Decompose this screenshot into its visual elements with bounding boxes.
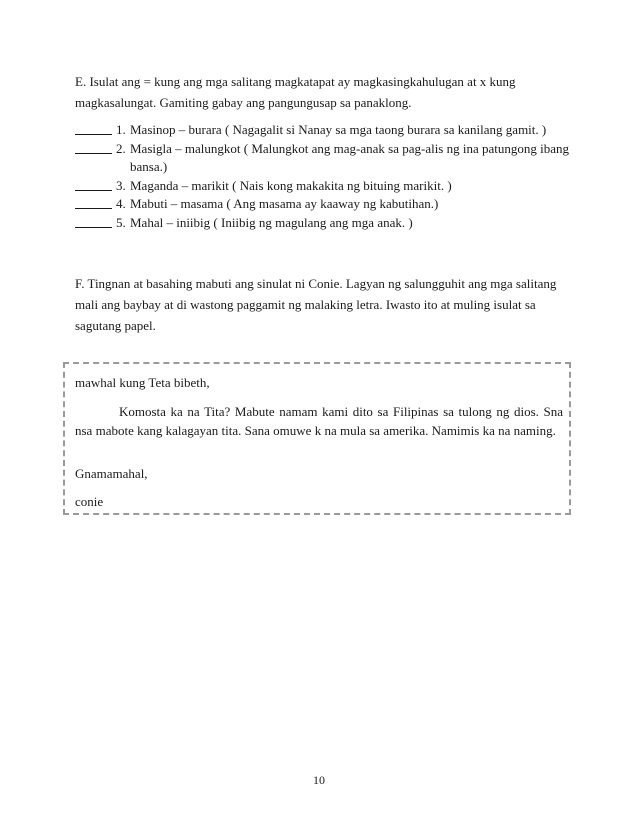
- list-item: [75, 121, 570, 140]
- section-e-instruction: E. Isulat ang = kung ang mga salitang magkatapat ay magkasingkahulugan at x kung magkasalungat. Gamiting gabay ang pangungusap sa panaklong.: [75, 74, 516, 110]
- section-e-items: [75, 121, 570, 232]
- item-number: 5.: [116, 214, 126, 230]
- answer-blank[interactable]: [75, 195, 112, 209]
- list-item: [75, 214, 570, 233]
- item-text: Masinop – burara ( Nagagalit si Nanay sa mga taong burara sa kanilang gamit. ): [130, 122, 547, 137]
- answer-blank[interactable]: [75, 214, 112, 228]
- item-text: Masigla – malungkot ( Malungkot ang mag-anak sa pag-alis ng ina patungong ibang bansa.): [130, 140, 570, 174]
- page-number: 10: [313, 773, 325, 787]
- list-item: [75, 195, 570, 214]
- item-number: 4.: [116, 196, 126, 211]
- letter-body: Komosta ka na Tita? Mabute namam kami dito sa Filipinas sa tulong ng dios. Sna nsa mabote kang kalagayan tita. Sana omuwe k na mula sa amerika. Namimis ka na naming.: [75, 404, 563, 438]
- item-number: 3.: [116, 177, 126, 193]
- item-text: Mahal – iniibig ( Iniibig ng magulang ang mga anak. ): [130, 214, 413, 230]
- answer-blank[interactable]: [75, 177, 112, 191]
- item-number: 2.: [116, 140, 126, 156]
- answer-blank[interactable]: [75, 121, 112, 135]
- letter-signature: conie: [75, 494, 104, 509]
- section-f-instruction: F. Tingnan at basahing mabuti ang sinulat ni Conie. Lagyan ng salungguhit ang mga salitang mali ang baybay at di wastong paggamit ng malaking letra. Iwasto ito at muling isulat sa sagutang papel.: [75, 276, 557, 333]
- letter-closing: Gnamamahal,: [75, 466, 148, 481]
- list-item: [75, 140, 570, 177]
- item-text: Maganda – marikit ( Nais kong makakita ng bituing marikit. ): [130, 177, 452, 193]
- answer-blank[interactable]: [75, 140, 112, 154]
- item-number: 1.: [116, 122, 126, 137]
- letter-greeting: mawhal kung Teta bibeth,: [75, 375, 210, 390]
- item-text: Mabuti – masama ( Ang masama ay kaaway ng kabutihan.): [130, 196, 439, 211]
- list-item: [75, 177, 570, 196]
